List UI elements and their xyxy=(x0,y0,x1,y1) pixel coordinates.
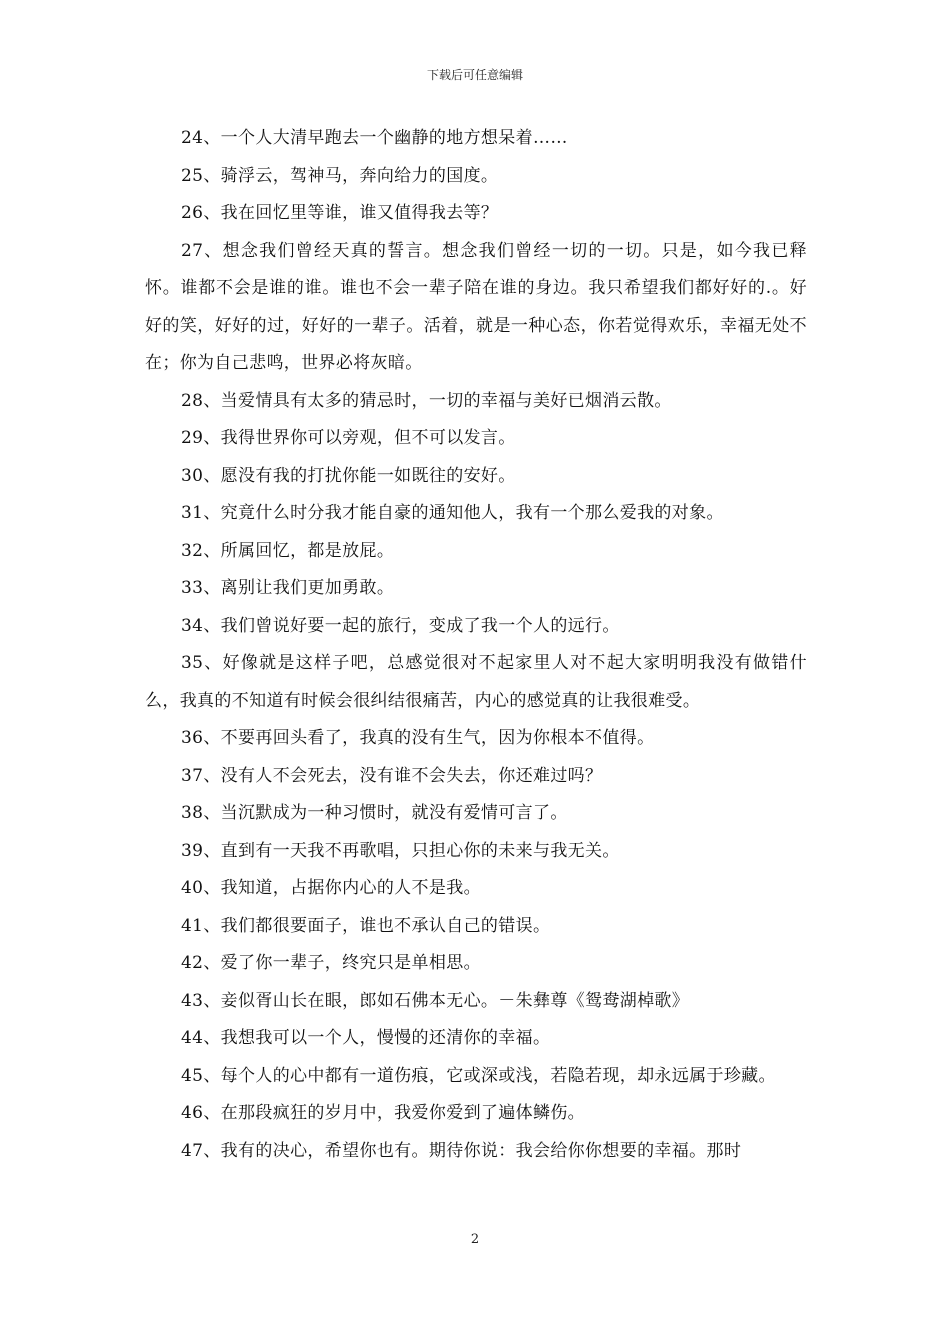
paragraph-36: 36、不要再回头看了，我真的没有生气，因为你根本不值得。 xyxy=(181,728,655,748)
paragraph-41: 41、我们都很要面子，谁也不承认自己的错误。 xyxy=(181,915,551,936)
paragraph-37: 37、没有人不会死去，没有谁不会失去，你还难过吗？ xyxy=(181,765,603,786)
paragraph-42: 42、爱了你一辈子，终究只是单相思。 xyxy=(181,953,481,973)
paragraph-29: 29、我得世界你可以旁观，但不可以发言。 xyxy=(181,428,516,448)
page-number: 2 xyxy=(470,1232,480,1247)
paragraph-47: 47、我有的决心，希望你也有。期待你说：我会给你你想要的幸福。那时 xyxy=(181,1140,742,1161)
paragraph-44: 44、我想我可以一个人，慢慢的还清你的幸福。 xyxy=(181,1028,551,1048)
paragraph-33: 33、离别让我们更加勇敢。 xyxy=(181,578,395,598)
paragraph-30: 30、愿没有我的打扰你能一如既往的安好。 xyxy=(181,465,516,486)
paragraph-38: 38、当沉默成为一种习惯时，就没有爱情可言了。 xyxy=(181,803,568,823)
paragraph-28: 28、当爱情具有太多的猜忌时，一切的幸福与美好已烟消云散。 xyxy=(181,390,672,411)
paragraph-43: 43、妾似胥山长在眼，郎如石佛本无心。－朱彝尊《鸳鸯湖棹歌》 xyxy=(181,990,690,1011)
paragraph-27: 27、想念我们曾经天真的誓言。想念我们曾经一切的一切。只是，如今我已释怀。谁都不会是谁的谁。谁也不会一辈子陪在谁的身边。我只希望我们都好好的.。好好的笑，好好的过，好好的一辈子。活着，就是一种心态，你若觉得欢乐，幸福无处不在；你为自己悲鸣，世界必将灰暗。 xyxy=(145,240,807,373)
paragraph-32: 32、所属回忆，都是放屁。 xyxy=(181,540,395,561)
paragraph-45: 45、每个人的心中都有一道伤痕，它或深或浅，若隐若现，却永远属于珍藏。 xyxy=(181,1065,776,1086)
paragraph-46: 46、在那段疯狂的岁月中，我爱你爱到了遍体鳞伤。 xyxy=(181,1103,586,1123)
document-body xyxy=(145,120,807,1170)
paragraph-24: 24、一个人大清早跑去一个幽静的地方想呆着…… xyxy=(181,128,568,148)
paragraph-39: 39、直到有一天我不再歌唱，只担心你的未来与我无关。 xyxy=(181,840,620,861)
paragraph-25: 25、骑浮云，驾神马，奔向给力的国度。 xyxy=(181,165,499,186)
paragraph-26: 26、我在回忆里等谁，谁又值得我去等？ xyxy=(181,203,499,223)
paragraph-35: 35、好像就是这样子吧，总感觉很对不起家里人对不起大家明明我没有做错什么，我真的不知道有时候会很纠结很痛苦，内心的感觉真的让我很难受。 xyxy=(145,653,807,711)
paragraph-34: 34、我们曾说好要一起的旅行，变成了我一个人的远行。 xyxy=(181,615,620,636)
paragraph-31: 31、究竟什么时分我才能自豪的通知他人，我有一个那么爱我的对象。 xyxy=(181,503,724,523)
paragraph-40: 40、我知道，占据你内心的人不是我。 xyxy=(181,878,481,898)
page-header: 下载后可任意编辑 xyxy=(426,68,523,82)
